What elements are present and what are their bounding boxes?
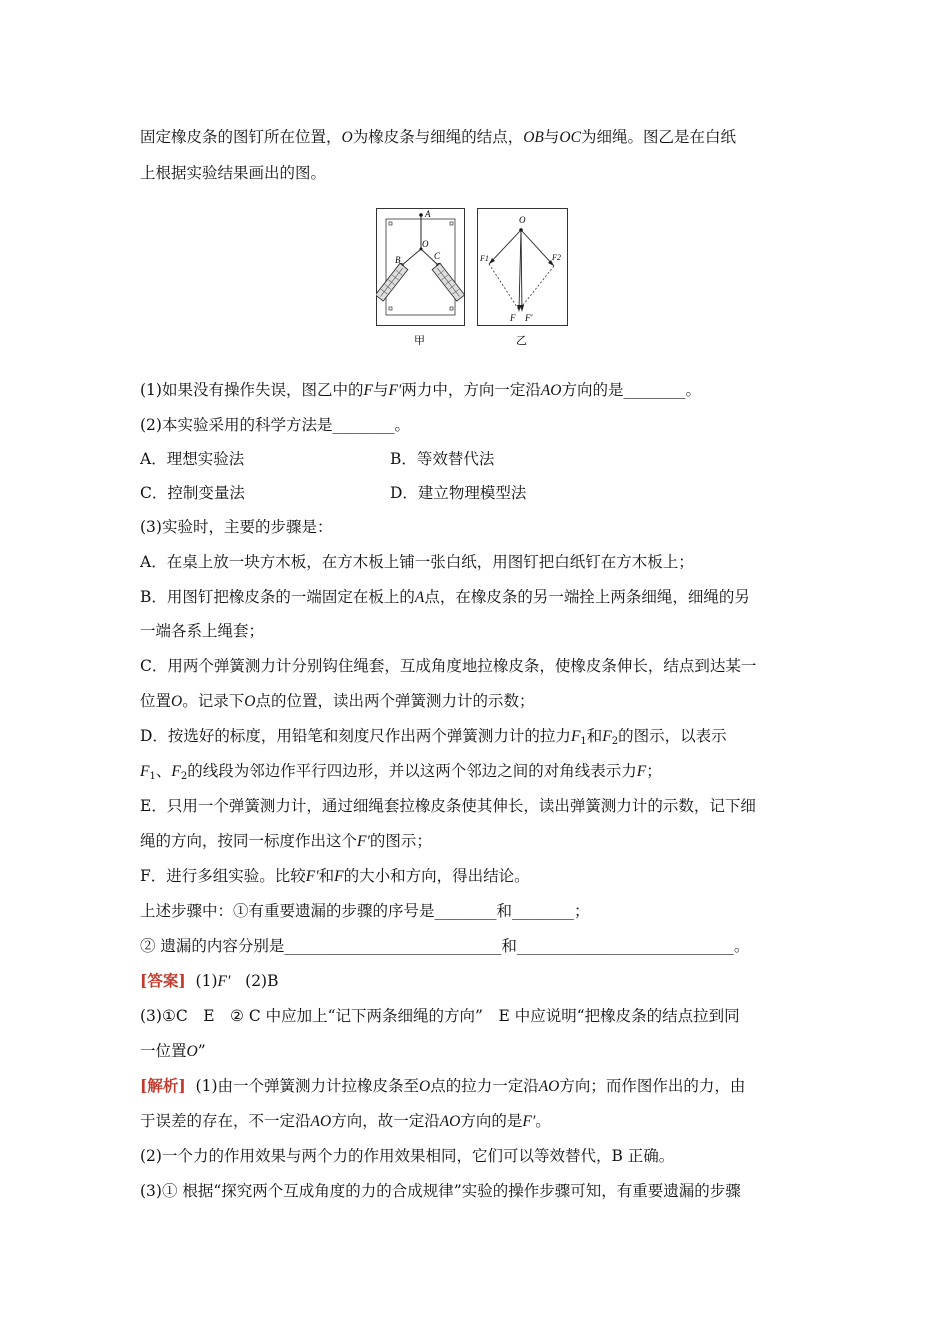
figure-jia [376, 209, 465, 348]
figure-svg [376, 208, 572, 440]
step-E-line-2: 绳的方向，按同一标度作出这个F′的图示； [140, 832, 432, 850]
caption-yi: 乙 [516, 334, 527, 347]
question-3: (3)实验时，主要的步骤是： [140, 518, 333, 536]
label-C: C [434, 251, 441, 261]
label-A: A [425, 209, 431, 219]
dashed-side-1 [489, 264, 519, 310]
option-A: A．理想实验法 [140, 450, 245, 468]
step-B-line-2: 一端各系上绳套； [140, 622, 265, 640]
label-F-prime: F′ [525, 313, 533, 323]
question-1: (1)如果没有操作失误，图乙中的F与F′两力中，方向一定沿AO方向的是________。 [140, 381, 702, 399]
step-C-line-1: C．用两个弹簧测力计分别钩住绳套，互成角度地拉橡皮条，使橡皮条伸长，结点到达某一 [140, 657, 757, 675]
label-B: B [395, 255, 401, 265]
step-C-line-2: 位置O。记录下O点的位置，读出两个弹簧测力计的示数； [140, 692, 535, 710]
label-F1: F1 [480, 254, 489, 263]
analysis-line-2: 于误差的存在，不一定沿AO方向，故一定沿AO方向的是F′。 [140, 1112, 551, 1130]
step-F: F．进行多组实验。比较F′和F的大小和方向，得出结论。 [140, 867, 530, 885]
intro-line-2: 上根据实验结果画出的图。 [140, 164, 327, 182]
option-D: D．建立物理模型法 [390, 484, 527, 502]
analysis-tag: [解析] [140, 1076, 186, 1095]
vector-F1 [489, 230, 521, 264]
answer-line-2: (3)①C E ② C 中应加上“记下两条细绳的方向” E 中应说明“把橡皮条的结点拉到同 [140, 1007, 740, 1025]
vector-F-prime [521, 230, 522, 310]
ask-1: 上述步骤中：①有重要遗漏的步骤的序号是________和________； [140, 902, 590, 920]
string-OB [401, 249, 421, 266]
analysis-line-1: [解析] (1)由一个弹簧测力计拉橡皮条至O点的拉力一定沿AO方向；而作图作出的力，由 [140, 1076, 746, 1095]
vector-F2 [521, 230, 554, 266]
label-O-jia: O [422, 239, 429, 249]
answer-line-3: 一位置O” [140, 1042, 206, 1060]
option-C: C．控制变量法 [140, 484, 245, 502]
question-2: (2)本实验采用的科学方法是________。 [140, 416, 410, 434]
experiment-figure [376, 208, 572, 440]
step-D-line-1: D．按选好的标度，用铅笔和刻度尺作出两个弹簧测力计的拉力$F_1$和$F_2$的图示，以表示 [140, 727, 727, 747]
step-E-line-1: E．只用一个弹簧测力计，通过细绳套拉橡皮条使其伸长，读出弹簧测力计的示数，记下细 [140, 797, 756, 815]
step-B-line-1: B．用图钉把橡皮条的一端固定在板上的A点，在橡皮条的另一端拴上两条细绳，细绳的另 [140, 588, 750, 606]
spring-scale-right [432, 263, 465, 301]
analysis-line-4: (3)① 根据“探究两个互成角度的力的合成规律”实验的操作步骤可知，有重要遗漏的步骤 [140, 1182, 741, 1200]
option-B: B．等效替代法 [390, 450, 495, 468]
label-F2: F2 [552, 253, 561, 262]
spring-scale-left [376, 263, 408, 301]
figure-yi [478, 209, 568, 348]
answer-tag: [答案] [140, 971, 186, 990]
intro-line-1: 固定橡皮条的图钉所在位置，O为橡皮条与细绳的结点，OB与OC为细绳。图乙是在白纸 [140, 128, 736, 146]
dashed-side-2 [519, 266, 554, 310]
step-A: A．在桌上放一块方木板，在方木板上铺一张白纸，用图钉把白纸钉在方木板上； [140, 553, 694, 571]
answer-line-1: [答案] (1)F′ (2)B [140, 971, 279, 990]
label-O-yi: O [519, 215, 526, 225]
options-row-1 [140, 448, 820, 470]
options-row-2 [140, 482, 820, 504]
label-F: F [510, 313, 516, 323]
step-D-line-2: $F_1$、$F_2$的线段为邻边作平行四边形，并以这两个邻边之间的对角线表示力F； [140, 762, 662, 782]
caption-jia: 甲 [414, 334, 425, 347]
analysis-line-3: (2)一个力的作用效果与两个力的作用效果相同，它们可以等效替代，B 正确。 [140, 1147, 675, 1165]
ask-2: ② 遗漏的内容分别是____________________________和____________________________。 [140, 937, 750, 955]
